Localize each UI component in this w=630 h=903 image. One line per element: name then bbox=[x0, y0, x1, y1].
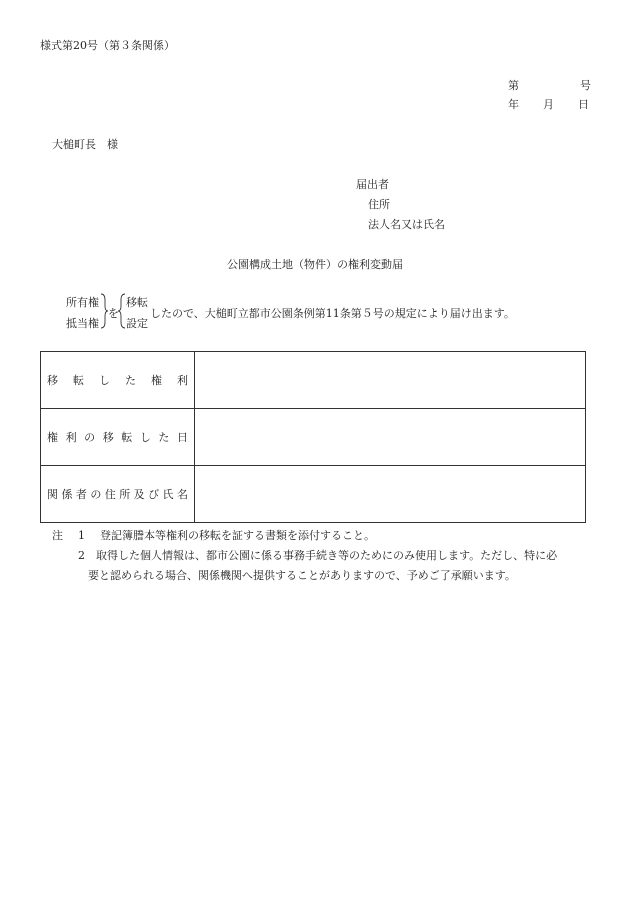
notes-mark: 注 bbox=[52, 529, 63, 542]
note-1-number: 1 bbox=[78, 529, 85, 542]
rights-change-table bbox=[40, 351, 586, 523]
table-row bbox=[41, 466, 586, 523]
right-option-ownership: 所有権 bbox=[66, 296, 99, 309]
document-number-label: 第 bbox=[508, 79, 519, 92]
row-label-transferred-right: 移転した権利 bbox=[41, 352, 195, 409]
action-option-establish: 設定 bbox=[126, 317, 148, 330]
note-2-text-line-1: 取得した個人情報は、都市公園に係る事務手続き等のためにのみ使用します。ただし、特に必 bbox=[96, 549, 558, 562]
applicant-address-label: 住所 bbox=[368, 198, 390, 211]
left-brace bbox=[118, 293, 126, 329]
note-2-text-line-2: 要と認められる場合、関係機関へ提供することがありますので、予めご了承願います。 bbox=[88, 569, 516, 582]
document-number-suffix: 号 bbox=[580, 79, 591, 92]
note-1-text: 登記簿謄本等権利の移転を証する書類を添付すること。 bbox=[100, 529, 375, 542]
applicant-name-label: 法人名又は氏名 bbox=[368, 218, 445, 231]
note-2-number: 2 bbox=[78, 549, 85, 562]
right-option-mortgage: 抵当権 bbox=[66, 317, 99, 330]
table-row bbox=[41, 352, 586, 409]
document-title: 公園構成土地（物件）の権利変動届 bbox=[227, 258, 403, 271]
date-year-label: 年 bbox=[508, 98, 519, 111]
applicant-label: 届出者 bbox=[356, 178, 389, 191]
row-value-related-parties[interactable] bbox=[195, 466, 586, 523]
row-value-transfer-date[interactable] bbox=[195, 409, 586, 466]
date-day-label: 日 bbox=[578, 98, 589, 111]
statement-text: したので、大槌町立都市公園条例第11条第５号の規定により届け出ます。 bbox=[150, 307, 515, 320]
form-number: 様式第20号（第３条関係） bbox=[40, 39, 175, 52]
date-month-label: 月 bbox=[543, 98, 554, 111]
table-row bbox=[41, 409, 586, 466]
action-option-transfer: 移転 bbox=[126, 296, 148, 309]
row-label-related-parties: 関係者の住所及び氏名 bbox=[41, 466, 195, 523]
row-value-transferred-right[interactable] bbox=[195, 352, 586, 409]
statement-particle: を bbox=[108, 307, 119, 320]
addressee: 大槌町長 様 bbox=[52, 138, 118, 151]
row-label-transfer-date: 権利の移転した日 bbox=[41, 409, 195, 466]
right-brace bbox=[100, 293, 108, 329]
